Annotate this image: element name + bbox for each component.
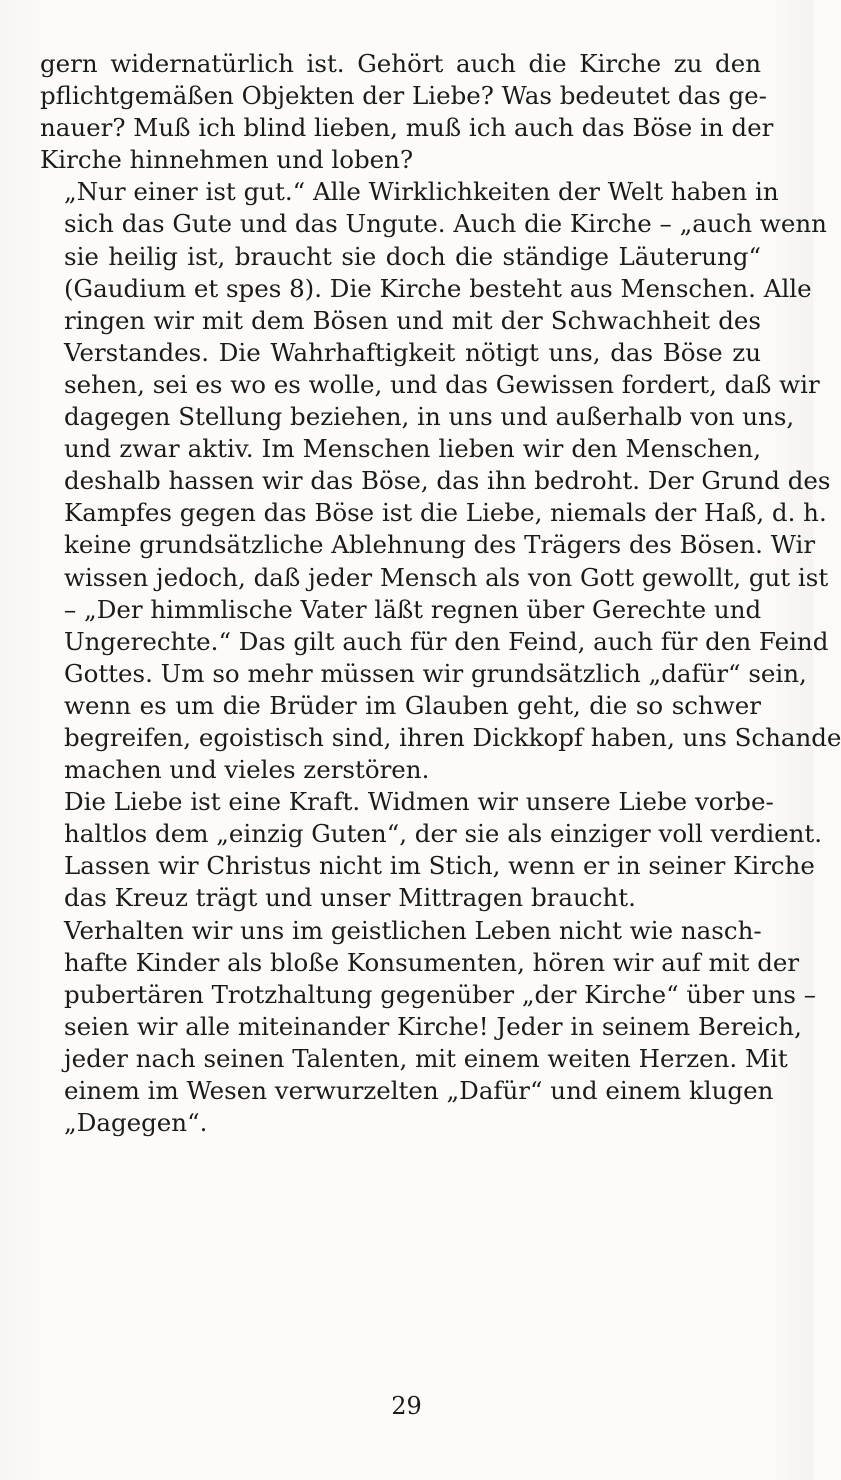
text-line: haltlos dem „einzig Guten“, der sie als einziger voll verdient. xyxy=(64,819,823,849)
text-line: Gottes. Um so mehr müssen wir grundsätzlich „dafür“ sein, xyxy=(64,658,807,688)
text-line: keine grundsätzliche Ablehnung des Trägers des Bösen. Wir xyxy=(64,530,816,560)
text-line: wenn es um die Brüder im Glauben geht, die so schwer xyxy=(64,690,761,720)
paragraph xyxy=(40,48,774,176)
text-line: Ungerechte.“ Das gilt auch für den Feind, auch für den Feind xyxy=(64,626,829,656)
paragraph xyxy=(40,915,817,1140)
text-line: wissen jedoch, daß jeder Mensch als von Gott gewollt, gut ist xyxy=(64,562,829,592)
text-line: einem im Wesen verwurzelten „Dafür“ und einem klugen xyxy=(64,1076,774,1105)
text-line: Kampfes gegen das Böse ist die Liebe, niemals der Haß, d. h. xyxy=(64,498,827,528)
text-line: seien wir alle miteinander Kirche! Jeder in seinem Bereich, xyxy=(64,1011,802,1041)
text-line: jeder nach seinen Talenten, mit einem weiten Herzen. Mit xyxy=(64,1043,788,1073)
paragraph xyxy=(40,786,823,914)
paragraph xyxy=(40,176,841,786)
text-line: pubertären Trotzhaltung gegenüber „der Kirche“ über uns – xyxy=(64,979,817,1009)
text-line: Verstandes. Die Wahrhaftigkeit nötigt uns, das Böse zu xyxy=(64,337,761,367)
page-number: 29 xyxy=(391,1392,422,1420)
text-line: hafte Kinder als bloße Konsumenten, hören wir auf mit der xyxy=(64,947,800,977)
text-line: pflichtgemäßen Objekten der Liebe? Was bedeutet das ge- xyxy=(40,81,767,111)
text-line: (Gaudium et spes 8). Die Kirche besteht aus Menschen. Alle xyxy=(64,273,812,303)
text-line: ringen wir mit dem Bösen und mit der Schwachheit des xyxy=(64,305,761,335)
text-line: dagegen Stellung beziehen, in uns und außerhalb von uns, xyxy=(64,402,795,432)
text-line: Verhalten wir uns im geistlichen Leben nicht wie nasch- xyxy=(64,915,762,945)
text-line: deshalb hassen wir das Böse, das ihn bedroht. Der Grund des xyxy=(64,466,831,496)
text-line: Die Liebe ist eine Kraft. Widmen wir unsere Liebe vorbe- xyxy=(64,787,774,817)
text-line: Lassen wir Christus nicht im Stich, wenn er in seiner Kirche xyxy=(64,851,815,881)
text-line: sich das Gute und das Ungute. Auch die Kirche – „auch wenn xyxy=(64,209,827,239)
text-line: das Kreuz trägt und unser Mittragen braucht. xyxy=(64,883,636,913)
text-line: – „Der himmlische Vater läßt regnen über Gerechte und xyxy=(64,594,762,624)
text-line: begreifen, egoistisch sind, ihren Dickkopf haben, uns Schande xyxy=(64,722,841,752)
text-line: gern widernatürlich ist. Gehört auch die Kirche zu den xyxy=(40,49,761,78)
text-line: sehen, sei es wo es wolle, und das Gewissen fordert, daß wir xyxy=(64,369,820,399)
text-line: machen und vieles zerstören. xyxy=(64,755,430,785)
body-text xyxy=(40,48,841,1139)
text-line: „Dagegen“. xyxy=(64,1108,208,1138)
text-line: und zwar aktiv. Im Menschen lieben wir den Menschen, xyxy=(64,434,761,464)
text-line: sie heilig ist, braucht sie doch die ständige Läuterung“ xyxy=(64,241,761,271)
text-line: nauer? Muß ich blind lieben, muß ich auch das Böse in der xyxy=(40,113,774,143)
text-line: Kirche hinnehmen und loben? xyxy=(40,145,414,175)
text-line: „Nur einer ist gut.“ Alle Wirklichkeiten der Welt haben in xyxy=(64,177,779,207)
